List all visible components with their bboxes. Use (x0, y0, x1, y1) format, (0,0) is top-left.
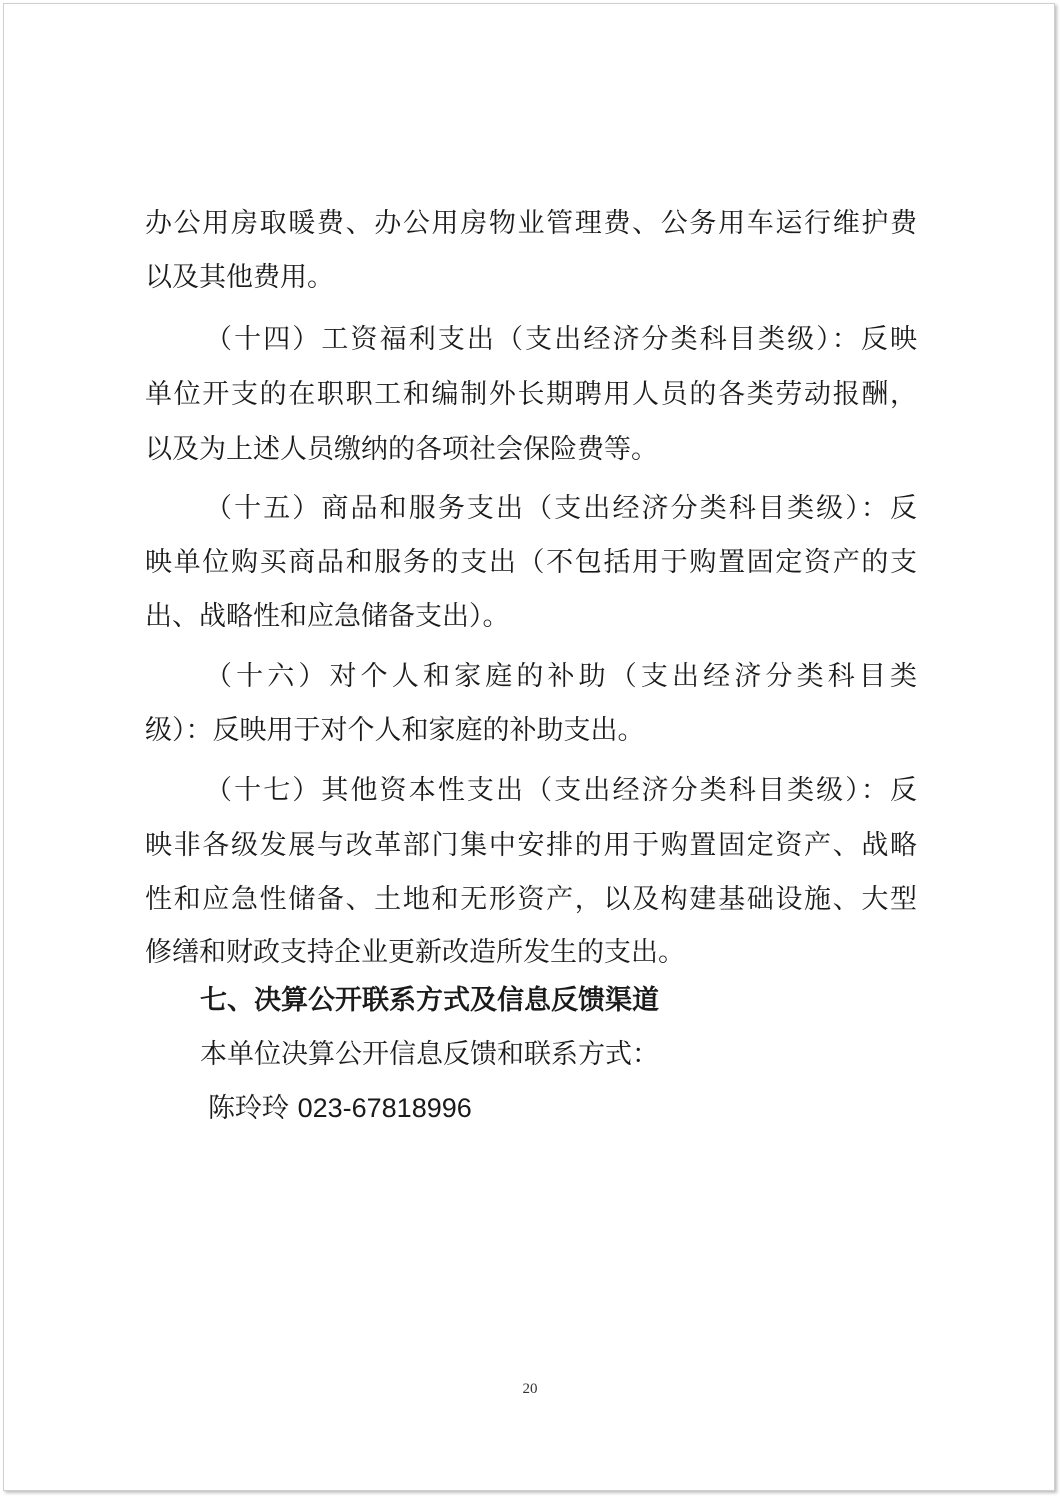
paragraph-16-line-1: （十六）对个人和家庭的补助（支出经济分类科目类 (205, 661, 917, 692)
contact-intro: 本单位决算公开信息反馈和联系方式： (200, 1039, 659, 1070)
contact-line (208, 1091, 472, 1126)
paragraph-14-line-3: 以及为上述人员缴纳的各项社会保险费等。 (145, 434, 658, 465)
body-line-1: 办公用房取暖费、办公用房物业管理费、公务用车运行维护费 (145, 208, 917, 239)
section-heading: 七、决算公开联系方式及信息反馈渠道 (200, 985, 659, 1016)
page-number: 20 (522, 1381, 538, 1397)
body-line-2: 以及其他费用。 (145, 262, 334, 293)
contact-phone: 023-67818996 (297, 1093, 472, 1123)
paragraph-17-line-3: 性和应急性储备、土地和无形资产，以及构建基础设施、大型 (145, 884, 917, 915)
paragraph-17-line-2: 映非各级发展与改革部门集中安排的用于购置固定资产、战略 (145, 830, 917, 861)
paragraph-16-line-2: 级）：反映用于对个人和家庭的补助支出。 (145, 715, 645, 746)
paragraph-15-line-1: （十五）商品和服务支出（支出经济分类科目类级）：反 (205, 493, 917, 524)
paragraph-17-line-1: （十七）其他资本性支出（支出经济分类科目类级）：反 (205, 775, 917, 806)
paragraph-14-line-1: （十四）工资福利支出（支出经济分类科目类级）：反映 (205, 324, 917, 355)
contact-name: 陈玲玲 (208, 1093, 289, 1124)
paragraph-15-line-3: 出、战略性和应急储备支出）。 (145, 601, 510, 632)
paragraph-17-line-4: 修缮和财政支持企业更新改造所发生的支出。 (145, 937, 685, 968)
paragraph-15-line-2: 映单位购买商品和服务的支出（不包括用于购置固定资产的支 (145, 547, 917, 578)
paragraph-14-line-2: 单位开支的在职职工和编制外长期聘用人员的各类劳动报酬， (145, 379, 917, 410)
